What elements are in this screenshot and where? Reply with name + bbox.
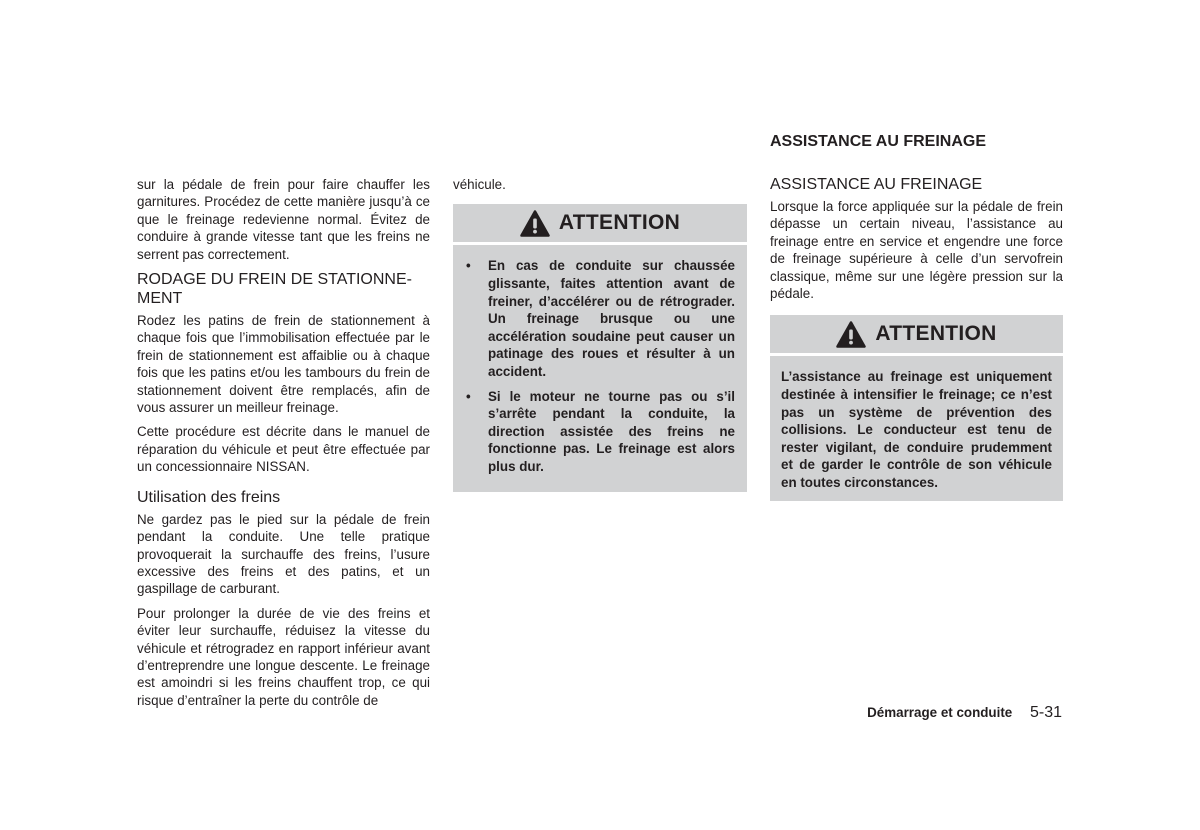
paragraph: Lorsque la force appliquée sur la pédale de frein dépasse un certain niveau, l’assistance au freinage entre en service et engendre une force de freinage supérieure à celle d’un servofrein classique, même sur une légère pression sur la pédale. (770, 199, 1063, 302)
warning-header (453, 204, 747, 245)
warning-title: ATTENTION (875, 322, 997, 346)
warning-header (770, 315, 1063, 356)
warning-title: ATTENTION (558, 211, 681, 235)
paragraph: Cette procédure est décrite dans le manuel de réparation du véhicule et peut être effectuée par un concessionnaire NISSAN. (137, 424, 430, 475)
subsection-title: ASSISTANCE AU FREINAGE (770, 176, 983, 193)
warning-box (453, 204, 747, 491)
page-number: 5-31 (1029, 704, 1062, 721)
bullet: • (466, 388, 471, 404)
warning-item-text: En cas de conduite sur chaussée glissante, faites attention avant de freiner, d’accélérer ou de rétrograder. Un freinage brusque ou une accélération soudaine peut causer un patinage des roues et résulter à un accident. (488, 258, 735, 379)
paragraph: véhicule. (453, 177, 506, 192)
heading-utilisation: Utilisation des freins (137, 488, 281, 506)
section-title: ASSISTANCE AU FREINAGE (770, 133, 987, 150)
heading-rodage: RODAGE DU FREIN DE STATIONNE-MENT (137, 271, 412, 308)
paragraph: Ne gardez pas le pied sur la pédale de frein pendant la conduite. Une telle pratique provoquerait la surchauffe des freins, l’usure excessive des freins et des patins, et un gaspillage de carburant. (137, 511, 430, 597)
warning-item (466, 257, 735, 380)
column-left (137, 176, 430, 716)
paragraph: sur la pédale de frein pour faire chauffer les garnitures. Procédez de cette manière jusqu’à ce que le freinage redevienne normal. Évitez de conduire à grande vitesse tant que les freins ne serrent pas correctement. (137, 177, 430, 262)
warning-list (453, 257, 747, 475)
column-middle (453, 176, 747, 492)
warning-box (770, 315, 1063, 500)
warning-item (466, 388, 735, 476)
column-right (770, 132, 1063, 501)
paragraph: Rodez les patins de frein de stationnement à chaque fois que l’immobilisation effectuée par le frein de stationnement est affaiblie ou à chaque fois que les patins et/ou les tambours du frein de stationnement doivent être remplacés, afin de vous assurer un meilleur freinage. (137, 313, 430, 416)
page-footer (867, 704, 1062, 722)
bullet: • (466, 258, 471, 274)
warning-triangle-icon (520, 210, 550, 237)
paragraph: Pour prolonger la durée de vie des freins et éviter leur surchauffe, réduisez la vitesse du véhicule et rétrogradez en rapport inférieur avant d’entreprendre une longue descente. Le freinage est amoindri si les freins chauffent trop, ce qui risque d’entraîner la perte du contrôle de (137, 605, 430, 708)
warning-triangle-icon (836, 321, 866, 348)
warning-text: L’assistance au freinage est uniquement destinée à intensifier le freinage; ce n’est pas un système de prévention des collisions. Le conducteur est tenu de rester vigilant, de conduire prudemment et de garder le contrôle de son véhicule en toutes circonstances. (781, 369, 1052, 490)
warning-item-text: Si le moteur ne tourne pas ou s’il s’arrête pendant la conduite, la direction assistée des freins ne fonctionne pas. Le freinage est alors plus dur. (488, 388, 735, 474)
footer-chapter-title: Démarrage et conduite (867, 705, 1013, 720)
